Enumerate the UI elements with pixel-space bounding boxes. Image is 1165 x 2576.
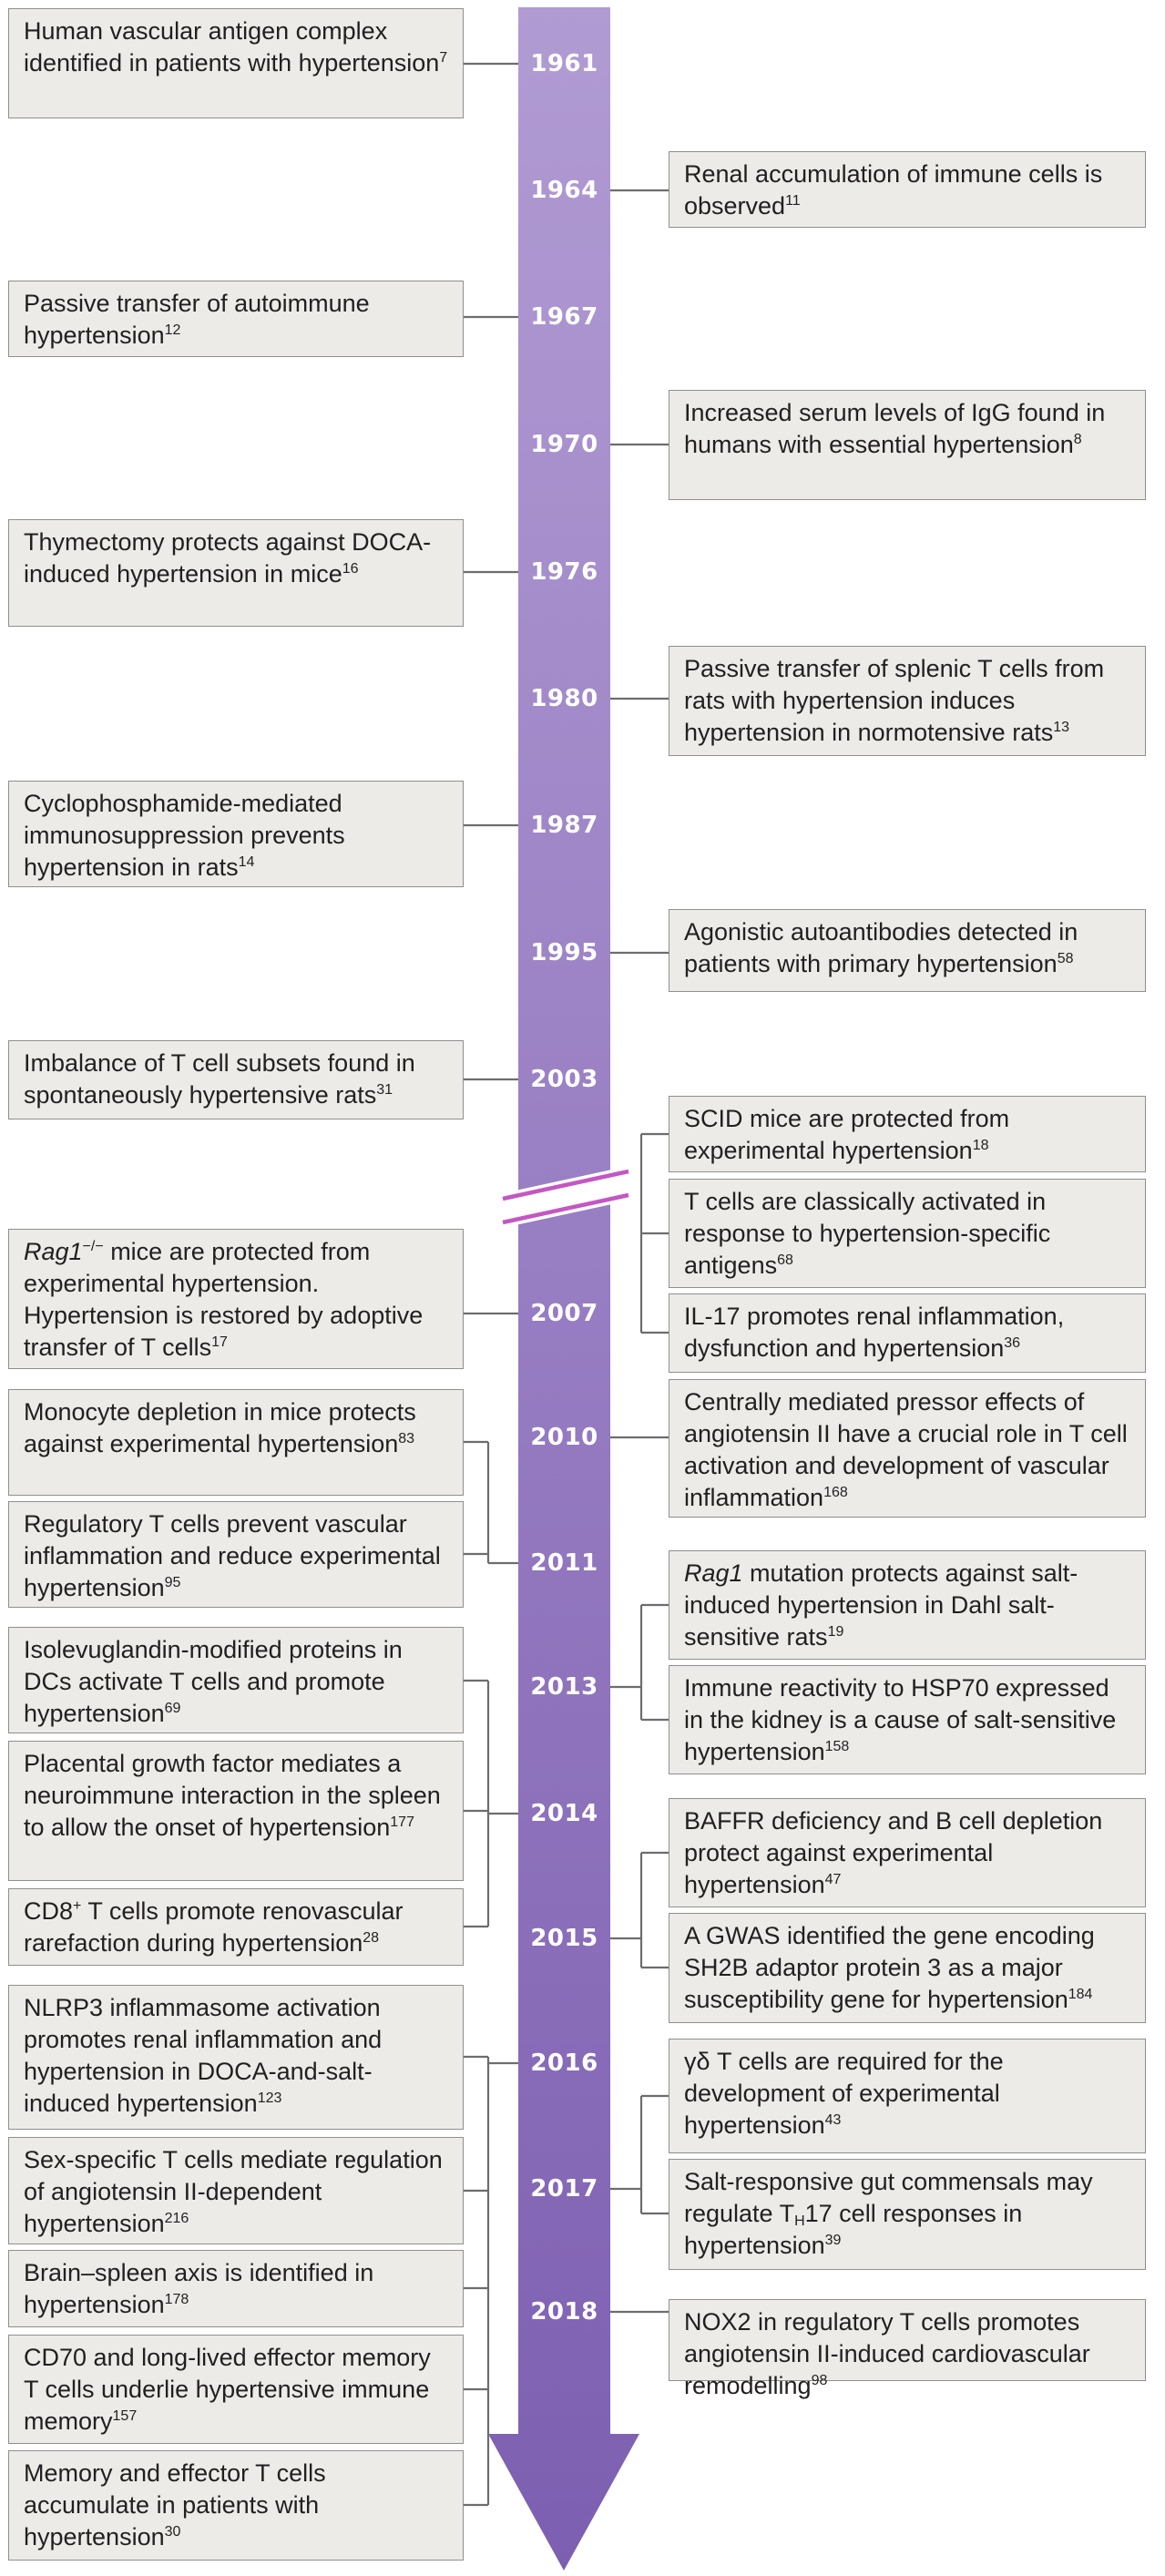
event-box-2017-t-cells-are-required-for-the-development xyxy=(669,2039,1146,2153)
reference-superscript: 216 xyxy=(164,2211,189,2226)
reference-superscript: 43 xyxy=(824,2112,842,2128)
year-label: 2018 xyxy=(530,2298,598,2326)
subscript-text: H xyxy=(794,2213,805,2229)
event-text: CD8 xyxy=(24,1897,74,1925)
event-box-2017-salt-responsive-gut-commensals-may-regul xyxy=(669,2159,1146,2270)
reference-superscript: 17 xyxy=(211,1334,228,1350)
event-text: Agonistic autoantibodies detected in patients with primary hypertension xyxy=(684,918,1078,977)
event-box-2014-cd8 xyxy=(8,1888,464,1966)
event-text: Increased serum levels of IgG found in humans with essential hypertension xyxy=(684,399,1106,458)
italic-gene-name: Rag1 xyxy=(24,1238,83,1265)
reference-superscript: 8 xyxy=(1073,432,1082,447)
year-label: 1987 xyxy=(530,812,598,839)
year-label: 2016 xyxy=(530,2050,598,2077)
reference-superscript: 7 xyxy=(439,50,448,66)
reference-superscript: 47 xyxy=(824,1872,842,1887)
event-text: Centrally mediated pressor effects of angiotensin II have a crucial role in T cell activation and development of vascular inflammation xyxy=(684,1388,1128,1511)
event-box-2007-scid-mice-are-protected-from-experimenta xyxy=(669,1096,1146,1172)
reference-superscript: 177 xyxy=(390,1814,414,1830)
reference-superscript: 178 xyxy=(164,2292,189,2307)
reference-superscript: 98 xyxy=(811,2373,828,2388)
year-label: 1970 xyxy=(530,431,598,458)
reference-superscript: 68 xyxy=(777,1252,793,1268)
reference-superscript: 16 xyxy=(342,561,359,577)
event-box-2007-t-cells-are-classically-activated-in-res xyxy=(669,1179,1146,1288)
event-text: Sex-specific T cells mediate regulation of angiotensin II-dependent hypertension xyxy=(24,2146,443,2237)
reference-superscript: 36 xyxy=(1004,1335,1021,1351)
event-text: Imbalance of T cell subsets found in spontaneously hypertensive rats xyxy=(24,1049,415,1109)
event-text: Passive transfer of splenic T cells from rats with hypertension induces hypertension in normotensive rats xyxy=(684,655,1105,746)
event-box-1987-cyclophosphamide-mediated-immunosuppress xyxy=(8,781,464,887)
year-label: 2014 xyxy=(530,1800,598,1827)
event-box-1980-passive-transfer-of-splenic-t-cells-from xyxy=(669,646,1146,756)
event-box-1976-thymectomy-protects-against-doca-induced xyxy=(8,519,464,627)
event-text: Brain–spleen axis is identified in hypertension xyxy=(24,2259,374,2318)
event-box-2018-nox2-in-regulatory-t-cells-promotes-angi xyxy=(669,2299,1146,2399)
event-box-2010-centrally-mediated-pressor-effects-of-an xyxy=(669,1379,1146,1518)
event-text: mice are protected from experimental hypertension. Hypertension is restored by adoptive transfer of T cells xyxy=(24,1238,424,1361)
event-box-2016-memory-and-effector-t-cells-accumulate-i xyxy=(8,2450,464,2561)
year-label: 2013 xyxy=(530,1673,598,1701)
event-box-1961-human-vascular-antigen-complex-identifie xyxy=(8,8,464,118)
italic-gene-name: Rag1 xyxy=(684,1559,743,1587)
reference-superscript: 95 xyxy=(164,1575,181,1590)
event-text: Placental growth factor mediates a neuroimmune interaction in the spleen to allow the onset of hypertension xyxy=(24,1750,441,1841)
event-text: A GWAS identified the gene encoding SH2B adaptor protein 3 as a major susceptibility gene for hypertension xyxy=(684,1922,1095,2013)
event-box-2016-nlrp3-inflammasome-activation-promotes-r xyxy=(8,1985,464,2130)
reference-superscript: 31 xyxy=(376,1082,393,1098)
event-box-2013-immune-reactivity-to-hsp70-expressed-in- xyxy=(669,1665,1146,1774)
event-text: 17 cell responses in hypertension xyxy=(684,2200,1023,2259)
reference-superscript: 30 xyxy=(164,2524,181,2540)
year-label: 1967 xyxy=(530,303,598,331)
event-box-2015-baffr-deficiency-and-b-cell-depletion-pr xyxy=(669,1798,1146,1907)
year-label: 1995 xyxy=(530,939,598,966)
event-text: Thymectomy protects against DOCA-induced hypertension in mice xyxy=(24,528,432,588)
event-box-2011-regulatory-t-cells-prevent-vascular-infl xyxy=(8,1501,464,1608)
reference-superscript: 11 xyxy=(785,193,801,209)
year-label: 1976 xyxy=(530,558,598,586)
reference-superscript: 184 xyxy=(1068,1987,1093,2002)
event-text: Salt-responsive gut commensals may regulate T xyxy=(684,2168,1093,2227)
event-box-2003-imbalance-of-t-cell-subsets-found-in-spo xyxy=(8,1040,464,1119)
event-text: T cells promote renovascular rarefaction during hypertension xyxy=(24,1897,404,1957)
reference-superscript: 168 xyxy=(823,1485,848,1500)
reference-superscript: 123 xyxy=(257,2090,282,2106)
event-text: Memory and effector T cells accumulate in patients with hypertension xyxy=(24,2459,326,2550)
reference-superscript: 19 xyxy=(827,1624,844,1640)
event-text: γδ T cells are required for the development of experimental hypertension xyxy=(684,2048,1004,2139)
event-text: Regulatory T cells prevent vascular inflammation and reduce experimental hypertension xyxy=(24,1510,441,1601)
event-text: Isolevuglandin-modified proteins in DCs activate T cells and promote hypertension xyxy=(24,1636,403,1727)
event-text: NLRP3 inflammasome activation promotes renal inflammation and hypertension in DOCA-and-salt-induced hypertension xyxy=(24,1994,383,2117)
reference-superscript: 13 xyxy=(1053,720,1070,735)
event-box-1995-agonistic-autoantibodies-detected-in-pat xyxy=(669,909,1146,992)
event-box-2016-cd70-and-long-lived-effector-memory-t-ce xyxy=(8,2335,464,2444)
event-box-2015-a-gwas-identified-the-gene-encoding-sh2b xyxy=(669,1913,1146,2023)
event-text: Cyclophosphamide-mediated immunosuppression prevents hypertension in rats xyxy=(24,790,345,881)
event-text: T cells are classically activated in response to hypertension-specific antigens xyxy=(684,1188,1051,1279)
event-text: Monocyte depletion in mice protects against experimental hypertension xyxy=(24,1398,416,1457)
event-text: Immune reactivity to HSP70 expressed in the kidney is a cause of salt-sensitive hypertension xyxy=(684,1674,1117,1765)
year-label: 2017 xyxy=(530,2175,598,2203)
reference-superscript: −/− xyxy=(82,1239,104,1254)
year-label: 2011 xyxy=(530,1549,598,1577)
event-box-2013-isolevuglandin-modified-proteins-in-dcs- xyxy=(8,1627,464,1733)
event-text: Human vascular antigen complex identified in patients with hypertension xyxy=(24,17,440,77)
year-label: 2007 xyxy=(530,1300,598,1327)
event-text: NOX2 in regulatory T cells promotes angiotensin II-induced cardiovascular remodelling xyxy=(684,2308,1090,2399)
reference-superscript: 28 xyxy=(363,1930,380,1946)
year-label: 1980 xyxy=(530,685,598,712)
event-box-1967-passive-transfer-of-autoimmune-hypertens xyxy=(8,281,464,357)
reference-superscript: 12 xyxy=(164,322,181,338)
event-text: Passive transfer of autoimmune hypertension xyxy=(24,290,370,349)
reference-superscript: 83 xyxy=(398,1431,415,1446)
event-box-2014-placental-growth-factor-mediates-a-neuro xyxy=(8,1741,464,1881)
year-label: 1964 xyxy=(530,177,598,204)
year-label: 2003 xyxy=(530,1066,598,1093)
event-box-2010-monocyte-depletion-in-mice-protects-agai xyxy=(8,1389,464,1496)
year-label: 2010 xyxy=(530,1424,598,1451)
event-box-2016-sex-specific-t-cells-mediate-regulation- xyxy=(8,2137,464,2244)
event-box-1970-increased-serum-levels-of-igg-found-in-h xyxy=(669,390,1146,500)
event-text: mutation protects against salt-induced hypertension in Dahl salt-sensitive rats xyxy=(684,1559,1078,1651)
event-text: IL-17 promotes renal inflammation, dysfunction and hypertension xyxy=(684,1303,1065,1362)
reference-superscript: 69 xyxy=(164,1701,181,1716)
event-box-1964-renal-accumulation-of-immune-cells-is-ob xyxy=(669,151,1146,228)
reference-superscript: 39 xyxy=(824,2233,842,2248)
reference-superscript: 157 xyxy=(112,2408,138,2424)
event-text: SCID mice are protected from experimental hypertension xyxy=(684,1105,1010,1164)
year-label: 1961 xyxy=(530,50,598,77)
event-text: Renal accumulation of immune cells is observed xyxy=(684,160,1103,220)
reference-superscript: 58 xyxy=(1057,951,1074,966)
event-text: CD70 and long-lived effector memory T cells underlie hypertensive immune memory xyxy=(24,2344,431,2435)
event-box-2007-il-17-promotes-renal-inflammation-dysfun xyxy=(669,1293,1146,1373)
event-text: BAFFR deficiency and B cell depletion protect against experimental hypertension xyxy=(684,1807,1103,1898)
reference-superscript: 14 xyxy=(238,854,255,870)
year-label: 2015 xyxy=(530,1925,598,1952)
reference-superscript: 158 xyxy=(824,1739,850,1754)
reference-superscript: + xyxy=(73,1898,82,1914)
reference-superscript: 18 xyxy=(972,1138,989,1153)
event-box-2016-brain-spleen-axis-is-identified-in-hyper xyxy=(8,2250,464,2327)
event-box-2013-mutation-protects-against-salt-induced-h xyxy=(669,1550,1146,1660)
event-box-2007-mice-are-protected-from-experimental-hyp xyxy=(8,1229,464,1369)
